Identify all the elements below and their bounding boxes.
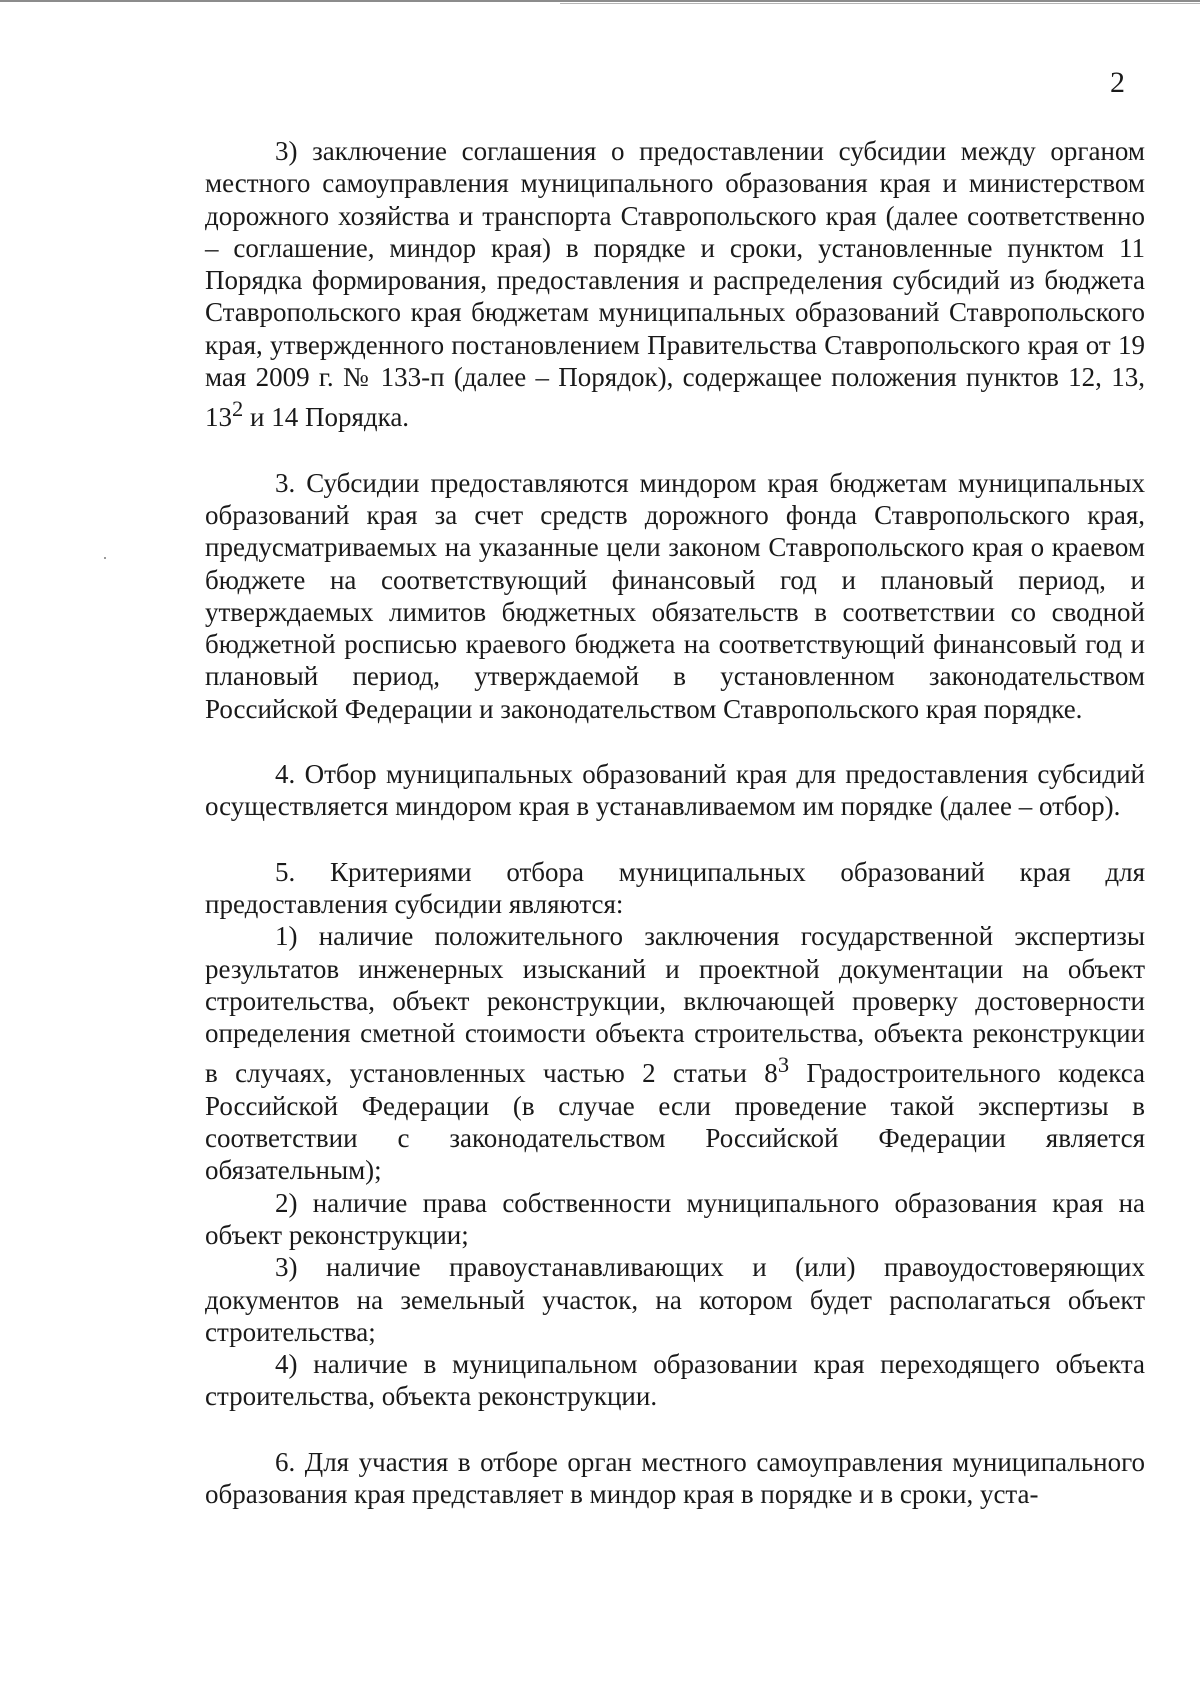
paragraph-text: 3) заключение соглашения о предоставлении субсидии между органом местного самоуправления муниципального образования края и министерством дорожного хозяйства и транспорта Ставропольского края (далее соответственно – соглашение, миндор края) в порядке и сроки, установленные пунктом 11 Порядка формирования, предоставления и распределения субсидий из бюджета Ставропольского края бюджетам муниципальных образований Ставропольского края, утвержденного постановлением Правительства Ставропольского края от 19 мая 2009 г. № 133-п (далее – Порядок), содержащее положения пунктов 12, 13, 13 (205, 136, 1145, 433)
paragraph-text: и 14 Порядка. (243, 402, 410, 433)
scan-edge-line (0, 0, 1200, 2)
paragraph-criteria-4: 4) наличие в муниципальном образовании края переходящего объекта строительства, объекта реконструкции. (205, 1349, 1145, 1412)
scan-edge-line-secondary (560, 3, 1200, 4)
document-body (205, 135, 1145, 1510)
superscript: 3 (777, 1052, 790, 1078)
superscript: 2 (232, 396, 244, 422)
paragraph-criteria-3: 3) наличие правоустанавливающих и (или) правоудостоверяющих документов на земельный участок, на котором будет располагаться объект строительства; (205, 1252, 1145, 1347)
paragraph-criteria-2: 2) наличие права собственности муниципального образования края на объект реконструкции; (205, 1187, 1145, 1250)
page-number: 2 (1110, 66, 1125, 99)
paragraph-6-participation: 6. Для участия в отборе орган местного самоуправления муниципального образования края представляет в миндор края в порядке и в сроки, уста- (205, 1446, 1145, 1509)
paragraph-5-criteria: 5. Критериями отбора муниципальных образований края для предоставления субсидии являются: (205, 856, 1145, 919)
paragraph-4-selection: 4. Отбор муниципальных образований края для предоставления субсидий осуществляется миндором края в устанавливаемом им порядке (далее – отбор). (205, 759, 1145, 822)
scan-speck (104, 557, 106, 559)
paragraph-subitem-3-agreement (205, 135, 1145, 434)
paragraph-criteria-1 (205, 920, 1145, 1186)
paragraph-3-subsidies: 3. Субсидии предоставляются миндором края бюджетам муниципальных образований края за счет средств дорожного фонда Ставропольского края, предусматриваемых на указанные цели законом Ставропольского края о краевом бюджете на соответствующий финансовый год и плановый период, и утверждаемых лимитов бюджетных обязательств в соответствии со сводной бюджетной росписью краевого бюджета на соответствующий финансовый год и плановый период, утверждаемой в установленном законодательством Российской Федерации и законодательством Ставропольского края порядке. (205, 467, 1145, 724)
paragraph-text: Градостроительного кодекса Российской Федерации (в случае если проведение такой экспертизы в соответствии с законодательством Российской Федерации является обязательным); (205, 1058, 1145, 1186)
paragraph-text: 1) наличие положительного заключения государственной экспертизы результатов инженерных изысканий и проектной документации на объект строительства, объект реконструкции, включающей проверку достоверности определения сметной стоимости объекта строительства, объекта реконструкции в случаях, установленных частью 2 статьи 8 (205, 921, 1145, 1089)
